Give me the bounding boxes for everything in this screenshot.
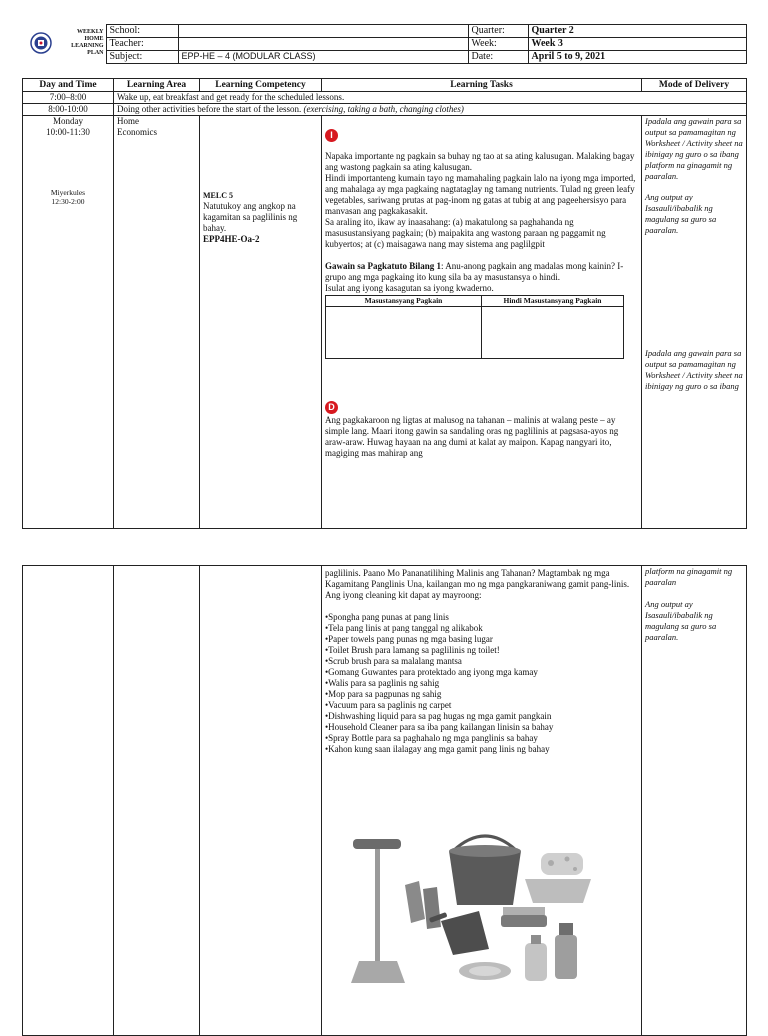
alt-day-time: 12:30-2:00 <box>51 197 85 206</box>
date-value: April 5 to 9, 2021 <box>528 51 746 64</box>
list-item: • Kahon kung saan ilalagay ang mga gamit pang linis ng bahay <box>325 744 638 755</box>
gawain-text: : Anu-anong pagkain ang madalas mong kainin? I-grupo ang mga pagkaing ito kung sila ba ay masustansya o hindi. <box>325 261 624 282</box>
list-item: • Tela pang linis at pang tanggal ng alikabok <box>325 623 638 634</box>
list-item: • Mop para sa pagpunas ng sahig <box>325 689 638 700</box>
learning-area-cell-cont <box>114 566 200 1036</box>
competency-code: EPP4HE-Oa-2 <box>203 234 260 244</box>
school-value <box>178 25 468 38</box>
schedule-activity-2 <box>114 104 747 116</box>
alt-day-name: Miyerkules <box>50 188 86 197</box>
broom-head-icon <box>353 839 401 849</box>
mode-block-3: Ipadala ang gawain para sa output sa pamamagitan ng Worksheet / Activity sheet na ibinigay ng guro o sa ibang <box>645 348 743 391</box>
mode-block-1: Ipadala ang gawain para sa output sa pamamagitan ng Worksheet / Activity sheet na ibinigay ng guro o sa ibang platform na ginagamit ng paaralan. <box>645 116 743 181</box>
col-mode-of-delivery: Mode of Delivery <box>642 79 747 92</box>
food-classification-table <box>325 295 624 359</box>
schedule-time-2: 8:00-10:00 <box>23 104 114 116</box>
healthy-food-header: Masustansyang Pagkain <box>326 296 482 307</box>
logo-text-3: LEARNING <box>71 42 104 49</box>
list-item: • Household Cleaner para sa iba pang kailangan linisin sa bahay <box>325 722 638 733</box>
learning-tasks-cell <box>322 116 642 529</box>
glove-icon <box>405 881 425 923</box>
list-item: • Walis para sa paglinis ng sahig <box>325 678 638 689</box>
list-item: • Dishwashing liquid para sa pag hugas ng mga gamit pangkain <box>325 711 638 722</box>
header-info-table <box>22 24 747 64</box>
learning-area-cell <box>114 116 200 529</box>
list-item: • Spray Bottle para sa paghahalo ng mga panglinis sa bahay <box>325 733 638 744</box>
learning-area-line2: Economics <box>117 127 157 137</box>
list-item: • Paper towels pang punas ng mga basing lugar <box>325 634 638 645</box>
quarter-label: Quarter: <box>468 25 528 38</box>
learning-tasks-cell-cont <box>322 566 642 1036</box>
week-label: Week: <box>468 38 528 51</box>
melc-label: MELC 5 <box>203 191 233 200</box>
deped-seal-icon <box>30 32 52 54</box>
logo-block <box>22 25 106 64</box>
day-time-cell-cont <box>23 566 114 1036</box>
spray-bottle-icon <box>555 935 577 979</box>
day-time-cell <box>23 116 114 529</box>
mop-handle-icon <box>375 843 380 961</box>
schedule-activity-2-text: Doing other activities before the start of the lesson. <box>117 104 302 114</box>
schedule-activity-2-note: (exercising, taking a bath, changing clothes) <box>303 104 464 114</box>
col-learning-competency: Learning Competency <box>200 79 322 92</box>
day-time: 10:00-11:30 <box>46 127 90 137</box>
list-item: • Spongha pang punas at pang linis <box>325 612 638 623</box>
competency-text: Natutukoy ang angkop na kagamitan sa paglilinis ng bahay. <box>203 201 298 233</box>
gawain-title: Gawain sa Pagkatuto Bilang 1 <box>325 261 442 271</box>
cleaning-kit-list <box>325 612 638 755</box>
logo-text-2: HOME <box>84 35 104 42</box>
day-name: Monday <box>53 116 83 126</box>
discussion-marker-icon: D <box>325 401 338 414</box>
weekly-plan-table <box>22 78 747 529</box>
schedule-activity-1: Wake up, eat breakfast and get ready for the scheduled lessons. <box>114 92 747 104</box>
competency-cell <box>200 116 322 529</box>
schedule-time-1: 7:00–8:00 <box>23 92 114 104</box>
list-item: • Scrub brush para sa malalang mantsa <box>325 656 638 667</box>
quarter-value: Quarter 2 <box>528 25 746 38</box>
dustpan-icon <box>441 911 489 955</box>
col-learning-tasks: Learning Tasks <box>322 79 642 92</box>
intro-paragraph-2: Hindi importanteng kumain tayo ng mamahaling pagkain lalo na iyong mga imported, ang mahalaga ay mga pagkaing nagtataglay ng tamang nutrients. Tulad ng green leafy vegetables, sariwang prutas at pag-inom ng gatas at tubig at ang pageehersisyo para manvasan ang pagkakasakit. <box>325 173 636 216</box>
discussion-paragraph-1: Ang pagkakaroon ng ligtas at malusog na tahanan – malinis at walang peste – ay simple lang. Maari itong gawin sa sandaling oras ng paglilinis at pagsasa-ayos ng araw-araw. Huwag hayaan na ang dumi at kalat ay maipon. Kapag nangyari ito, magiging mas mahirap ang <box>325 415 619 458</box>
unhealthy-food-answer-cell <box>482 307 624 359</box>
sponge-icon <box>541 853 583 875</box>
mode-cont-block-2: Ang output ay Isasauli/ibabalik ng magulang sa guro sa paaralan. <box>645 599 717 642</box>
gawain-paragraph <box>325 261 638 283</box>
unhealthy-food-header: Hindi Masustansyang Pagkain <box>482 296 624 307</box>
teacher-label: Teacher: <box>106 38 178 51</box>
basin-icon <box>525 879 591 903</box>
list-item: • Vacuum para sa paglinis ng carpet <box>325 700 638 711</box>
healthy-food-answer-cell <box>326 307 482 359</box>
learning-area-line1: Home <box>117 116 139 126</box>
school-label: School: <box>106 25 178 38</box>
cleaning-tools-illustration <box>345 823 601 983</box>
detergent-bottle-icon <box>525 943 547 981</box>
teacher-value <box>178 38 468 51</box>
logo-text-4: PLAN <box>87 49 104 56</box>
subject-label: Subject: <box>106 51 178 64</box>
list-item: • Toilet Brush para lamang sa paglilinis ng toilet! <box>325 645 638 656</box>
gawain-instruction: Isulat ang iyong kasagutan sa iyong kwaderno. <box>325 283 494 293</box>
bucket-icon <box>449 851 521 905</box>
mode-of-delivery-cell <box>642 116 747 529</box>
list-item: • Gomang Guwantes para protektado ang iyong mga kamay <box>325 667 638 678</box>
week-value: Week 3 <box>528 38 746 51</box>
col-learning-area: Learning Area <box>114 79 200 92</box>
mode-cont-block-1: platform na ginagamit ng paaralan <box>645 566 733 587</box>
col-day-time: Day and Time <box>23 79 114 92</box>
mode-of-delivery-cell-cont <box>642 566 747 1036</box>
intro-paragraph-1: Napaka importante ng pagkain sa buhay ng tao at sa ating kalusugan. Malaking bagay ang wastong pagkain sa ating kalusugan. <box>325 151 635 172</box>
discussion-paragraph-2: paglilinis. Paano Mo Pananatilihing Malinis ang Tahanan? Magtambak ng mga Kagamitang Panglinis Una, kailangan mo ng mga pangkaraniwang gamit pang-linis. Ang iyong cleaning kit dapat ay mayroong: <box>325 568 630 600</box>
introduction-marker-icon: I <box>325 129 338 142</box>
weekly-plan-table-continuation <box>22 565 747 1036</box>
mop-head-icon <box>351 961 405 983</box>
date-label: Date: <box>468 51 528 64</box>
intro-paragraph-3: Sa araling ito, ikaw ay inaasahang: (a) makatulong sa paghahanda ng masusustansiyang pagkain; (b) maipakita ang wastong paraan ng paggamit ng kubyertos; at (c) maisagawa nang may sistema ang paglilgpit <box>325 217 606 249</box>
logo-text-1: WEEKLY <box>77 28 104 35</box>
subject-value: EPP-HE – 4 (MODULAR CLASS) <box>178 51 468 64</box>
scrub-brush-icon <box>501 915 547 927</box>
mode-block-2: Ang output ay Isasauli/ibabalik ng magulang sa guro sa paaralan. <box>645 192 717 235</box>
competency-cell-cont <box>200 566 322 1036</box>
